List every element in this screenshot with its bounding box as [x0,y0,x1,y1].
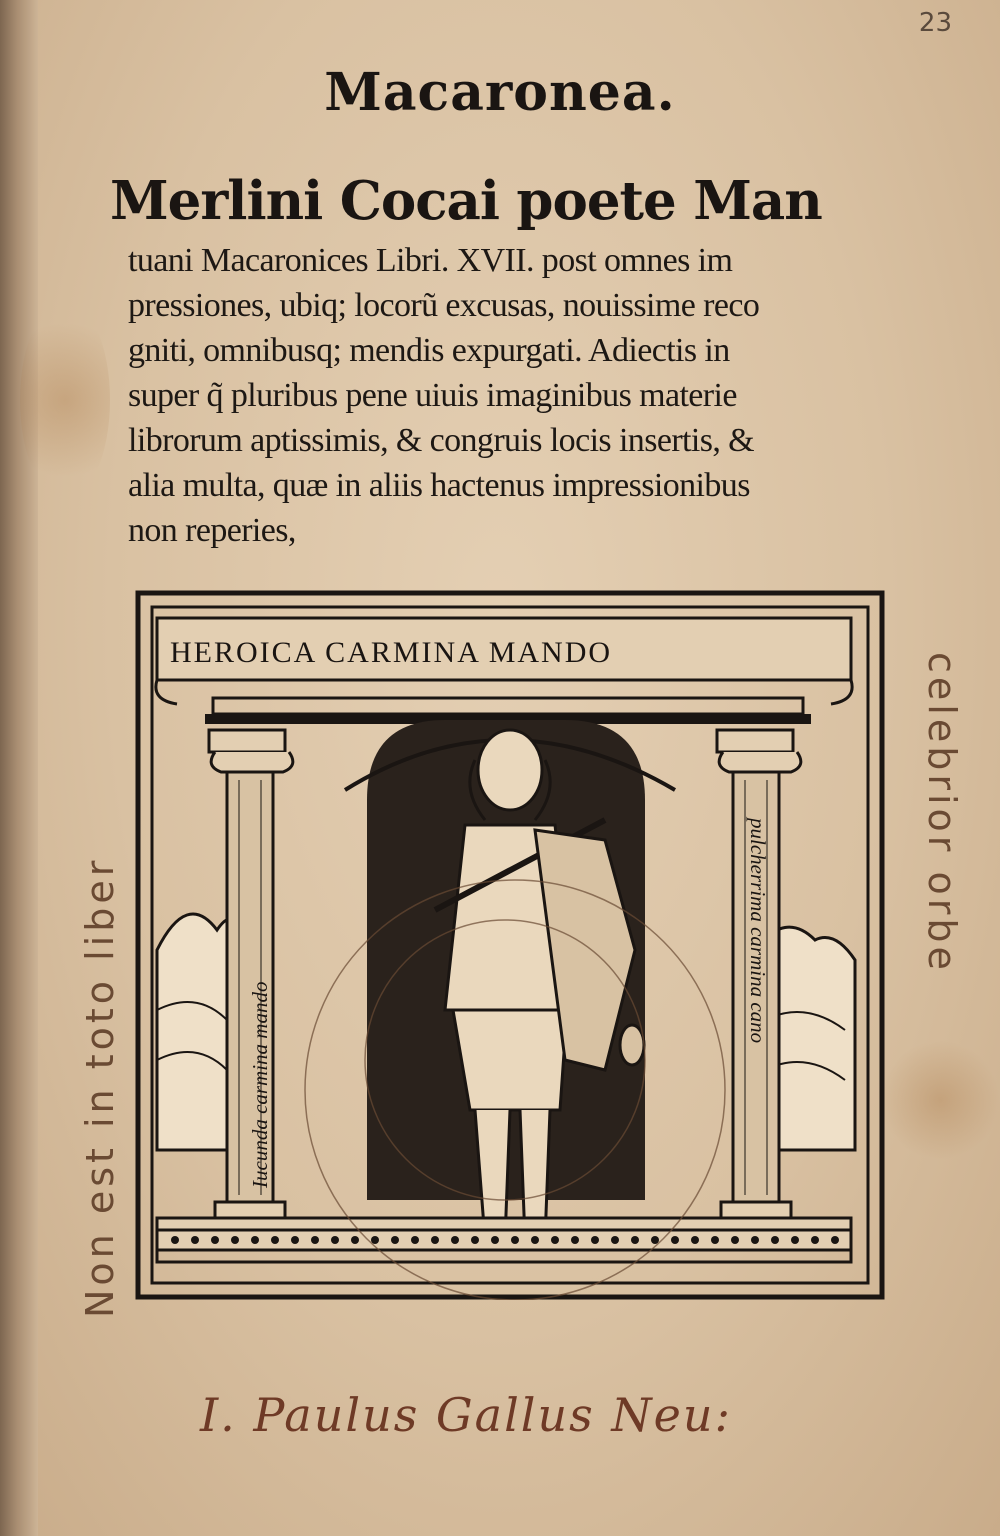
right-column-inscription: pulcherrima carmina cano [746,818,770,1044]
description-line: tuani Macaronices Libri. XVII. post omnes im [128,242,733,279]
book-spine-edge [0,0,38,1536]
description-line: pressiones, ubiq; locorũ excusas, nouissime reco [128,287,760,324]
margin-note-left: Non est in toto liber [78,856,122,1318]
woodcut-illustration [135,590,885,1300]
description-line: non reperies, [128,512,296,549]
description-line: librorum aptissimis, & congruis locis insertis, & [128,422,755,459]
title-description [128,238,918,553]
left-column-inscription: Iucunda carmina mando [248,981,272,1188]
book-subtitle: Merlini Cocai poete Man [110,170,822,232]
foxing-stain [20,300,110,500]
page-number: 23 [918,8,952,38]
margin-note-right: celebrior orbe [920,652,964,974]
book-title: Macaronea. [324,62,676,123]
description-line: super q̃ pluribus pene uiuis imaginibus materie [128,377,737,414]
foxing-stain [880,1040,1000,1160]
description-line: alia multa, quæ in aliis hactenus impressionibus [128,467,750,504]
woodcut-banner-motto: HEROICA CARMINA MANDO [170,636,613,669]
ownership-signature: I. Paulus Gallus Neu: [200,1388,732,1442]
description-line: gniti, omnibusq; mendis expurgati. Adiectis in [128,332,730,369]
